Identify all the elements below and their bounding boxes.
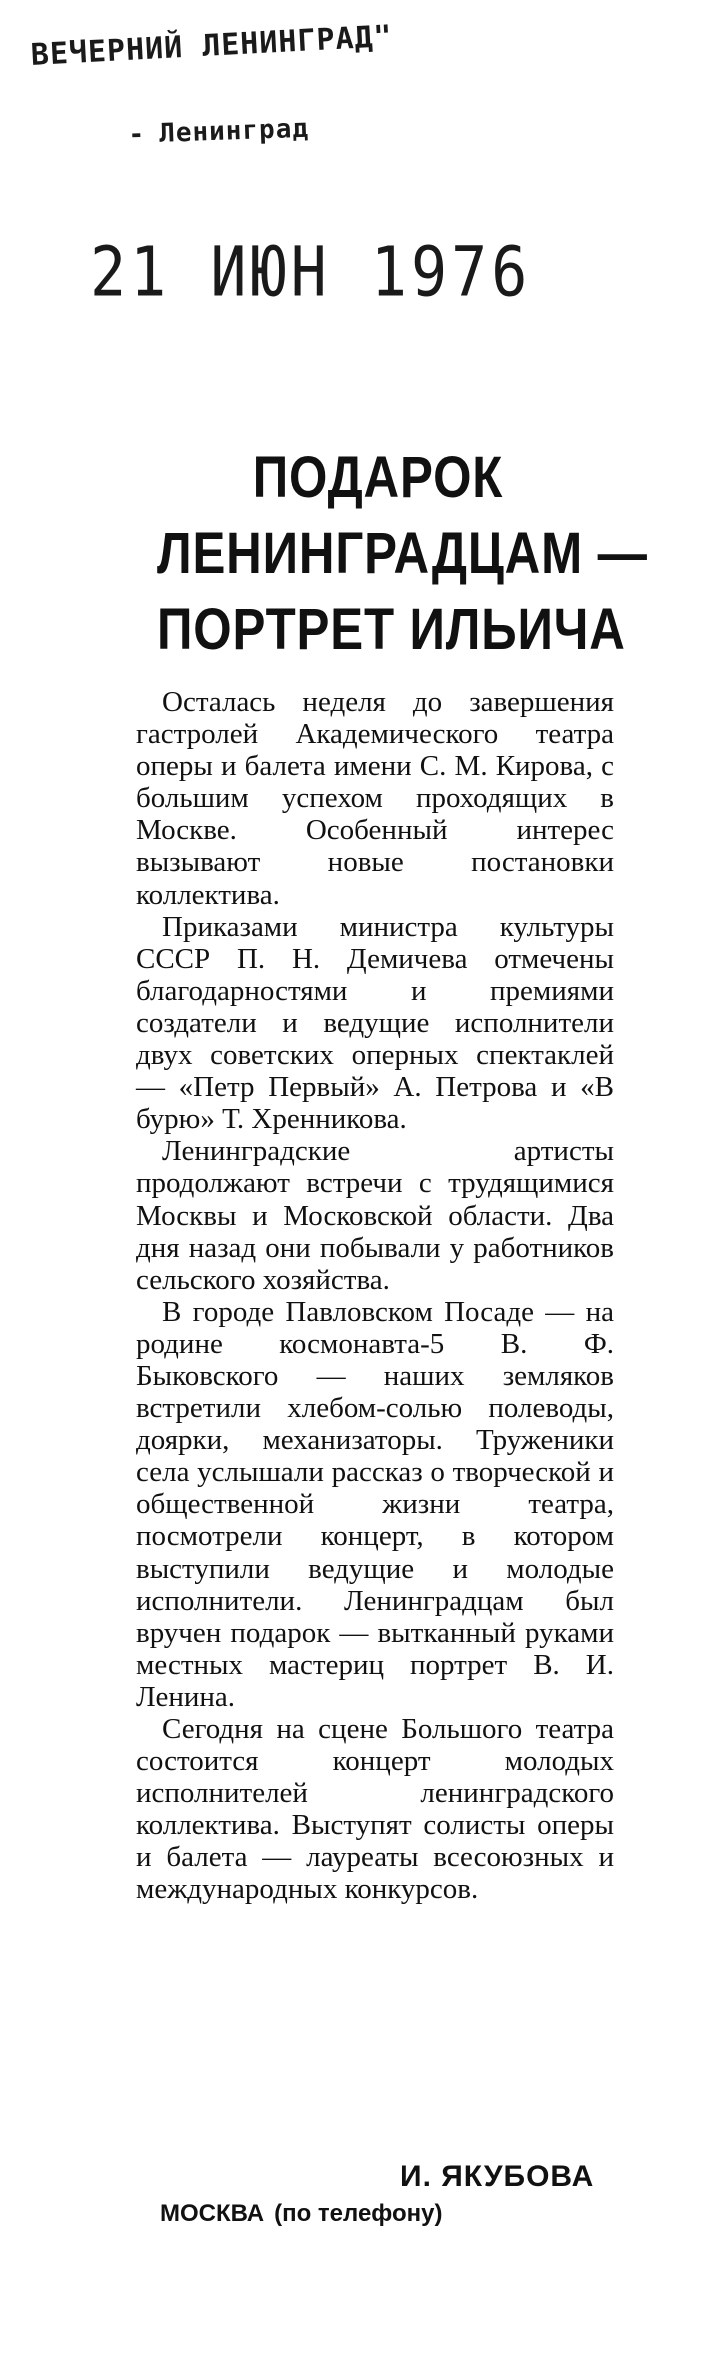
date-stamp: 21 ИЮН 1976 bbox=[90, 232, 532, 313]
city-stamp-dash: - bbox=[128, 119, 146, 150]
article-paragraph: Приказами министра культуры СССР П. Н. Демичева отмечены благодарностями и премиями создатели и ведущие исполнители двух советских оперных спектаклей — «Петр Первый» А. Петрова и «В бурю» Т. Хренникова. bbox=[136, 910, 614, 1136]
author-byline: И. ЯКУБОВА bbox=[400, 2160, 595, 2193]
article-dateline bbox=[160, 2200, 442, 2228]
article-paragraph: Сегодня на сцене Большого театра состоится концерт молодых исполнителей ленинградского коллектива. Выступят солисты оперы и балета — лауреаты всесоюзных и международных конкурсов. bbox=[136, 1713, 614, 1906]
newspaper-name-stamp: ВЕЧЕРНИЙ ЛЕНИНГРАД" bbox=[30, 19, 394, 73]
article-body bbox=[136, 686, 614, 1906]
dateline-city: МОСКВА bbox=[160, 2200, 265, 2227]
dateline-note: (по телефону) bbox=[274, 2200, 443, 2227]
article-paragraph: Ленинградские артисты продолжают встречи с трудящимися Москвы и Московской области. Два дня назад они побывали у работников сельского хозяйства. bbox=[136, 1135, 614, 1296]
headline-line: ПОДАРОК bbox=[252, 445, 504, 510]
article-paragraph: В городе Павловском Посаде — на родине космонавта-5 В. Ф. Быковского — наших земляков встретили хлебом-солью полеводы, доярки, механизаторы. Труженики села услышали рассказ о творческой и общественной жизни театра, посмотрели концерт, в котором выступили ведущие и молодые исполнители. Ленинградцам был вручен подарок — вытканный руками местных мастериц портрет В. И. Ленина. bbox=[136, 1295, 614, 1713]
city-stamp bbox=[128, 114, 309, 150]
headline-line: ПОРТРЕТ ИЛЬИЧА bbox=[157, 597, 626, 662]
city-stamp-text: Ленинград bbox=[158, 113, 310, 149]
headline-line: ЛЕНИНГРАДЦАМ — bbox=[157, 521, 648, 586]
article-paragraph: Осталась неделя до завершения гастролей Академического театра оперы и балета имени С. М. Кирова, с большим успехом проходящих в Москве. Особенный интерес вызывают новые постановки коллектива. bbox=[136, 686, 614, 911]
article-headline bbox=[157, 440, 648, 668]
